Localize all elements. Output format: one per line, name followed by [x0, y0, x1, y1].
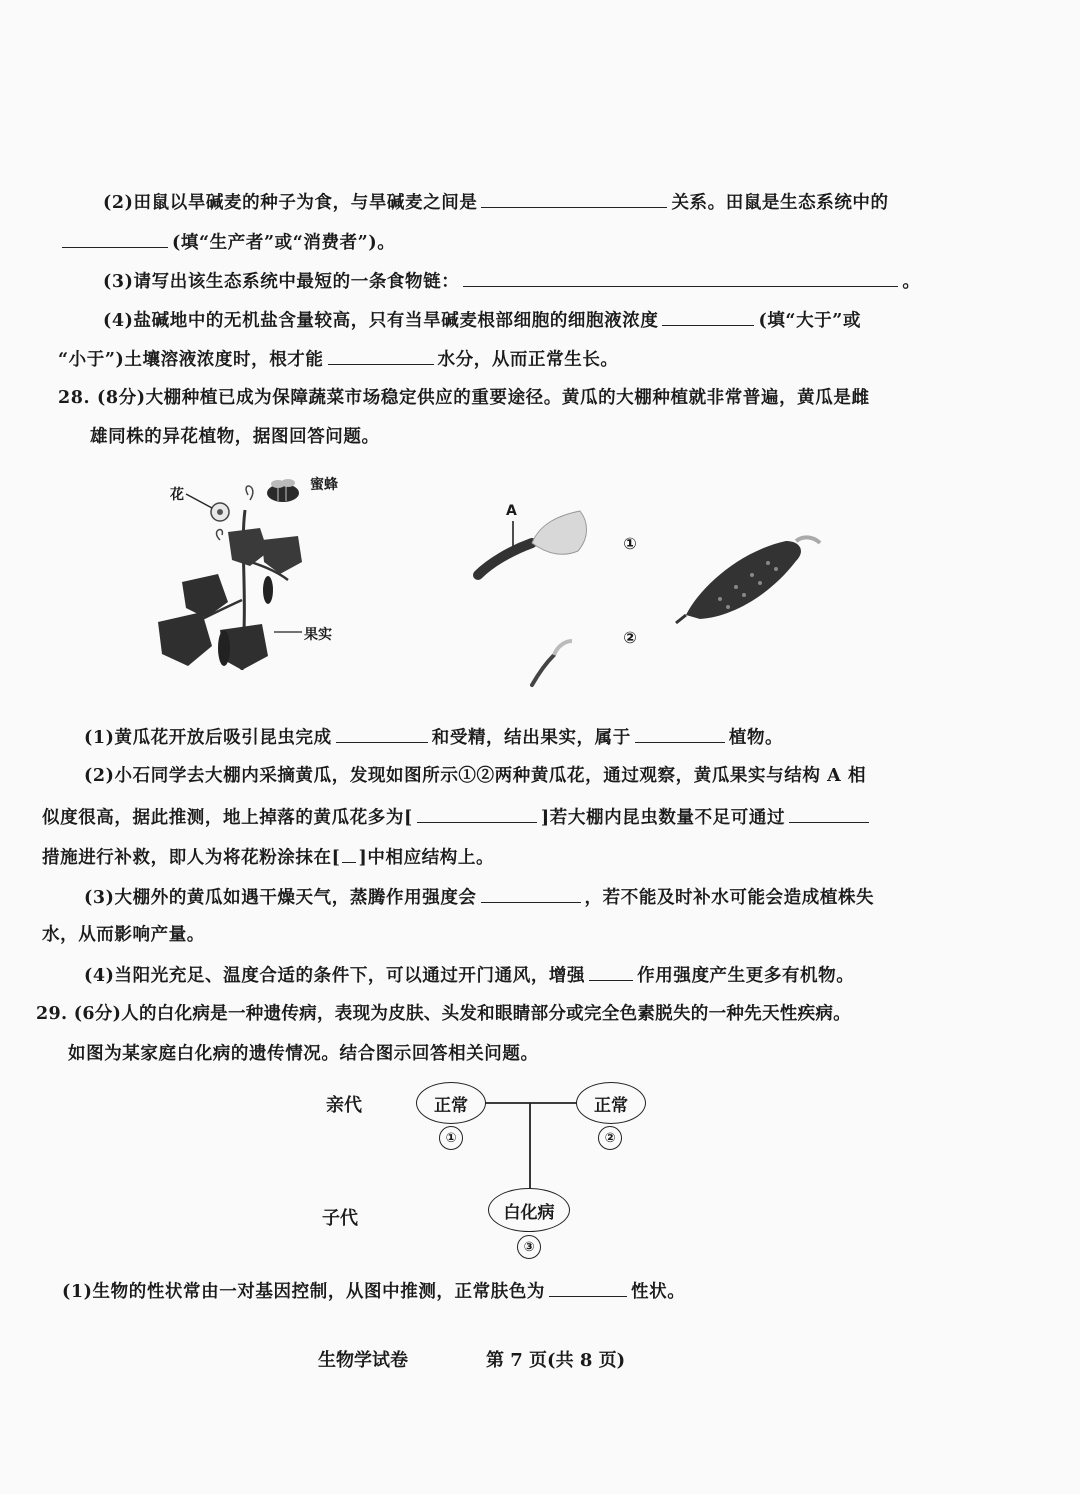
child-generation-label: 子代	[322, 1208, 358, 1229]
q27-p3-line: (3)请写出该生态系统中最短的一条食物链： 。	[103, 268, 920, 294]
answer-blank[interactable]	[662, 307, 754, 326]
structure-a-label: A	[506, 503, 517, 519]
pedigree-node-1: 正常	[416, 1082, 486, 1124]
answer-blank[interactable]	[481, 189, 667, 208]
circle-number-1: ①	[623, 533, 637, 553]
footer-page-number: 第 7 页(共 8 页)	[486, 1350, 626, 1371]
pedigree-number-2: ②	[598, 1126, 622, 1150]
pedigree-diagram	[310, 1080, 670, 1260]
q27-p4-line2: “小于”)土壤溶液浓度时，根才能 水分，从而正常生长。	[58, 346, 619, 372]
answer-blank[interactable]	[589, 962, 633, 981]
parent-generation-label: 亲代	[326, 1095, 362, 1116]
q28-title-line1: 28. (8分)大棚种植已成为保障蔬菜市场稳定供应的重要途径。黄瓜的大棚种植就非常普遍，黄瓜是雌	[58, 388, 870, 408]
answer-blank[interactable]	[635, 724, 725, 743]
answer-blank[interactable]	[328, 346, 434, 365]
label-leader-lines	[150, 470, 350, 705]
q28-title-line2: 雄同株的异花植物，据图回答问题。	[90, 427, 380, 447]
q28-p1-line: (1)黄瓜花开放后吸引昆虫完成 和受精，结出果实，属于 植物。	[84, 724, 783, 750]
answer-blank[interactable]	[481, 884, 581, 903]
q29-p1-line: (1)生物的性状常由一对基因控制，从图中推测，正常肤色为 性状。	[62, 1278, 685, 1304]
q28-p3-line1: (3)大棚外的黄瓜如遇干燥天气，蒸腾作用强度会 ，若不能及时补水可能会造成植株失	[84, 884, 874, 910]
pedigree-number-1: ①	[439, 1126, 463, 1150]
bee-label: 蜜蜂	[310, 477, 338, 493]
q27-p2-line1: (2)田鼠以旱碱麦的种子为食，与旱碱麦之间是 关系。田鼠是生态系统中的	[103, 189, 889, 215]
answer-blank[interactable]	[336, 724, 428, 743]
answer-blank[interactable]	[789, 804, 869, 823]
cucumber-flowers-figure	[470, 495, 830, 695]
answer-blank[interactable]	[342, 844, 356, 863]
q27-p2-line2: (填“生产者”或“消费者”)。	[62, 229, 395, 255]
pedigree-node-2: 正常	[576, 1082, 646, 1124]
answer-blank[interactable]	[417, 804, 537, 823]
q28-p2-line2: 似度很高，据此推测，地上掉落的黄瓜花多为[ ]若大棚内昆虫数量不足可通过	[42, 804, 873, 830]
fruit-label: 果实	[304, 627, 332, 643]
bee-icon	[258, 476, 308, 506]
q27-p4-line1: (4)盐碱地中的无机盐含量较高，只有当旱碱麦根部细胞的细胞液浓度 (填“大于”或	[103, 307, 861, 333]
answer-blank[interactable]	[463, 268, 898, 287]
flowers-illustration	[470, 495, 830, 695]
q28-p2-line1: (2)小石同学去大棚内采摘黄瓜，发现如图所示①②两种黄瓜花，通过观察，黄瓜果实与结构 A 相	[84, 766, 867, 786]
answer-blank[interactable]	[62, 229, 168, 248]
cucumber-plant-figure	[150, 470, 350, 705]
q29-title-line2: 如图为某家庭白化病的遗传情况。结合图示回答相关问题。	[68, 1044, 539, 1064]
q29-title-line1: 29. (6分)人的白化病是一种遗传病，表现为皮肤、头发和眼睛部分或完全色素脱失的一种先天性疾病。	[36, 1004, 851, 1024]
footer-subject: 生物学试卷	[318, 1350, 408, 1371]
answer-blank[interactable]	[549, 1278, 627, 1297]
q28-p4-line: (4)当阳光充足、温度合适的条件下，可以通过开门通风，增强 作用强度产生更多有机物。	[84, 962, 854, 988]
circle-number-2: ②	[623, 627, 637, 647]
pedigree-number-3: ③	[517, 1235, 541, 1259]
q28-p2-line3: 措施进行补救，即人为将花粉涂抹在[ ]中相应结构上。	[42, 844, 494, 870]
pedigree-node-3: 白化病	[488, 1188, 570, 1232]
flower-label: 花	[170, 487, 184, 503]
q28-p3-line2: 水，从而影响产量。	[42, 925, 205, 945]
